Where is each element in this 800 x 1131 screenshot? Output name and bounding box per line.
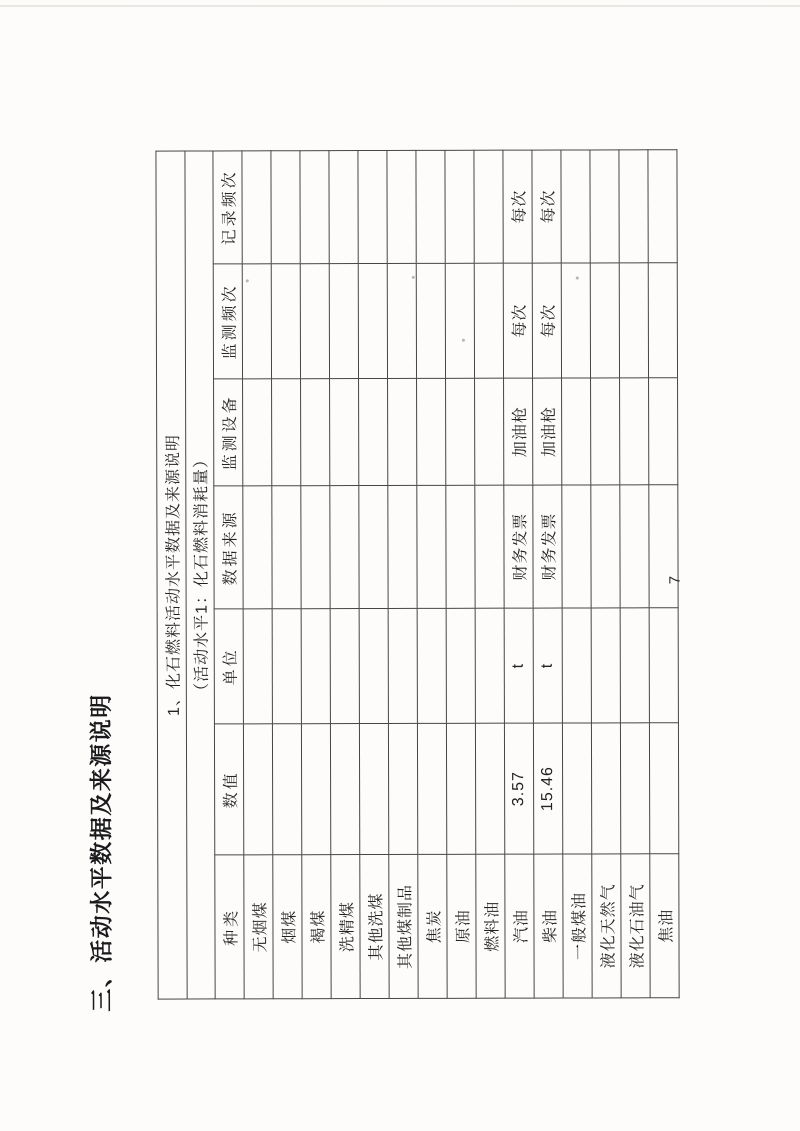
table-cell (242, 151, 271, 264)
table-row (474, 150, 505, 998)
table-cell (271, 151, 300, 264)
table-cell (329, 264, 358, 379)
table-cell (330, 486, 359, 609)
table-cell (590, 150, 619, 263)
fuel-type-cell: 无烟煤 (244, 855, 273, 999)
col-header-unit: 单位 (214, 609, 243, 724)
table-cell (620, 608, 649, 723)
table-cell (388, 378, 417, 485)
table-cell (620, 378, 649, 485)
table-cell (446, 608, 475, 723)
table-row (416, 150, 447, 998)
table-header-row (213, 151, 244, 999)
table-subtitle-2: （活动水平1：化石燃料消耗量） (185, 151, 215, 999)
table-cell: 每次 (532, 150, 561, 263)
table-cell (301, 379, 330, 486)
fuel-type-cell: 一般煤油 (563, 854, 592, 998)
table-cell (475, 723, 504, 854)
table-row (590, 150, 621, 998)
table-cell (330, 379, 359, 486)
table-cell (272, 724, 301, 855)
col-header-record-frequency: 记录频次 (213, 151, 242, 264)
table-row (503, 150, 534, 998)
table-cell (446, 485, 475, 608)
table-cell (562, 485, 591, 608)
col-header-value: 数值 (214, 724, 243, 855)
fuel-type-cell: 其他煤制品 (389, 854, 418, 998)
table-cell (272, 486, 301, 609)
table-cell (358, 150, 387, 263)
scan-speck (462, 339, 465, 342)
table-cell: 每次 (503, 150, 532, 263)
table-cell (358, 263, 387, 378)
table-row (300, 151, 331, 999)
table-cell (562, 378, 591, 485)
table-cell (475, 378, 504, 485)
table-cell (619, 263, 648, 378)
table-cell (591, 485, 620, 608)
table-cell (446, 723, 475, 854)
table-cell (445, 263, 474, 378)
table-cell (243, 724, 272, 855)
table-subtitle-row (185, 151, 215, 999)
fuel-type-cell: 焦炭 (418, 854, 447, 998)
fuel-type-cell: 其他洗煤 (360, 854, 389, 998)
col-header-monitor-device: 监测设备 (214, 379, 243, 486)
col-header-monitor-frequency: 监测频次 (213, 264, 242, 379)
table-cell (387, 150, 416, 263)
table-cell (388, 485, 417, 608)
fuel-type-cell: 燃料油 (476, 854, 505, 998)
table-cell (387, 263, 416, 378)
fuel-type-cell: 焦油 (650, 854, 679, 998)
table-cell (590, 263, 619, 378)
table-cell (359, 723, 388, 854)
table-cell (591, 608, 620, 723)
table-cell (649, 608, 678, 723)
table-cell: t (533, 608, 562, 723)
table-row (329, 150, 360, 998)
table-cell (562, 723, 591, 854)
table-cell (417, 723, 446, 854)
table-cell (330, 609, 359, 724)
table-cell (417, 378, 446, 485)
table-cell (649, 723, 678, 854)
col-header-data-source: 数据来源 (214, 486, 243, 609)
table-cell (359, 378, 388, 485)
table-cell (474, 263, 503, 378)
table-cell (474, 150, 503, 263)
table-cell (330, 724, 359, 855)
table-cell (619, 150, 648, 263)
fuel-type-cell: 汽油 (505, 854, 534, 998)
table-cell (271, 264, 300, 379)
table-cell (648, 150, 677, 263)
table-cell (562, 608, 591, 723)
table-cell (445, 150, 474, 263)
table-cell (591, 378, 620, 485)
table-cell (359, 608, 388, 723)
table-cell: 财务发票 (533, 485, 562, 608)
table-cell (417, 608, 446, 723)
table-cell (388, 608, 417, 723)
table-cell: t (504, 608, 533, 723)
table-row (271, 151, 302, 999)
table-row (242, 151, 273, 999)
table-cell (243, 486, 272, 609)
table-cell (301, 609, 330, 724)
table-cell: 每次 (532, 263, 561, 378)
fuel-type-cell: 烟煤 (273, 855, 302, 999)
table-row (445, 150, 476, 998)
fuel-type-cell: 褐煤 (302, 855, 331, 999)
table-cell (591, 723, 620, 854)
table-row (648, 150, 679, 998)
table-cell (561, 263, 590, 378)
scan-edge-artifact (0, 5, 800, 7)
table-row (358, 150, 389, 998)
fuel-type-cell: 原油 (447, 854, 476, 998)
table-cell (359, 485, 388, 608)
scan-speck (412, 276, 415, 279)
scan-speck (246, 279, 249, 282)
table-row (532, 150, 563, 998)
table-cell: 财务发票 (504, 485, 533, 608)
fuel-type-cell: 液化天然气 (592, 854, 621, 998)
table-cell: 加油枪 (504, 378, 533, 485)
table-cell (561, 150, 590, 263)
table-cell (388, 723, 417, 854)
table-cell (475, 485, 504, 608)
table-cell: 15.46 (533, 723, 562, 854)
table-cell (329, 150, 358, 263)
table-cell (620, 723, 649, 854)
table-cell (417, 485, 446, 608)
table-cell (648, 263, 677, 378)
table-subtitle-row (156, 151, 187, 999)
table-cell: 3.57 (504, 723, 533, 854)
table-cell (243, 609, 272, 724)
fuel-type-cell: 洗精煤 (331, 855, 360, 999)
table-subtitle-1: 1、化石燃料活动水平数据及来源说明 (156, 151, 187, 999)
table-cell (301, 724, 330, 855)
fuel-type-cell: 液化石油气 (621, 854, 650, 998)
table-cell (649, 485, 678, 608)
table-cell: 加油枪 (533, 378, 562, 485)
table-cell (416, 263, 445, 378)
page-number: 7 (666, 575, 684, 585)
table-cell (300, 264, 329, 379)
table-cell (475, 608, 504, 723)
table-cell (272, 609, 301, 724)
table-cell (446, 378, 475, 485)
table-cell (620, 485, 649, 608)
page-title: 三、活动水平数据及来源说明 (87, 693, 115, 1012)
table-cell (272, 379, 301, 486)
col-header-type: 种类 (215, 855, 244, 999)
scan-speck (576, 276, 579, 279)
table-cell (649, 378, 678, 485)
table-row (619, 150, 650, 998)
activity-data-table (155, 149, 679, 999)
table-cell (416, 150, 445, 263)
table-cell (300, 151, 329, 264)
table-cell: 每次 (503, 263, 532, 378)
table-cell (243, 379, 272, 486)
fuel-type-cell: 柴油 (534, 854, 563, 998)
table-cell (301, 486, 330, 609)
